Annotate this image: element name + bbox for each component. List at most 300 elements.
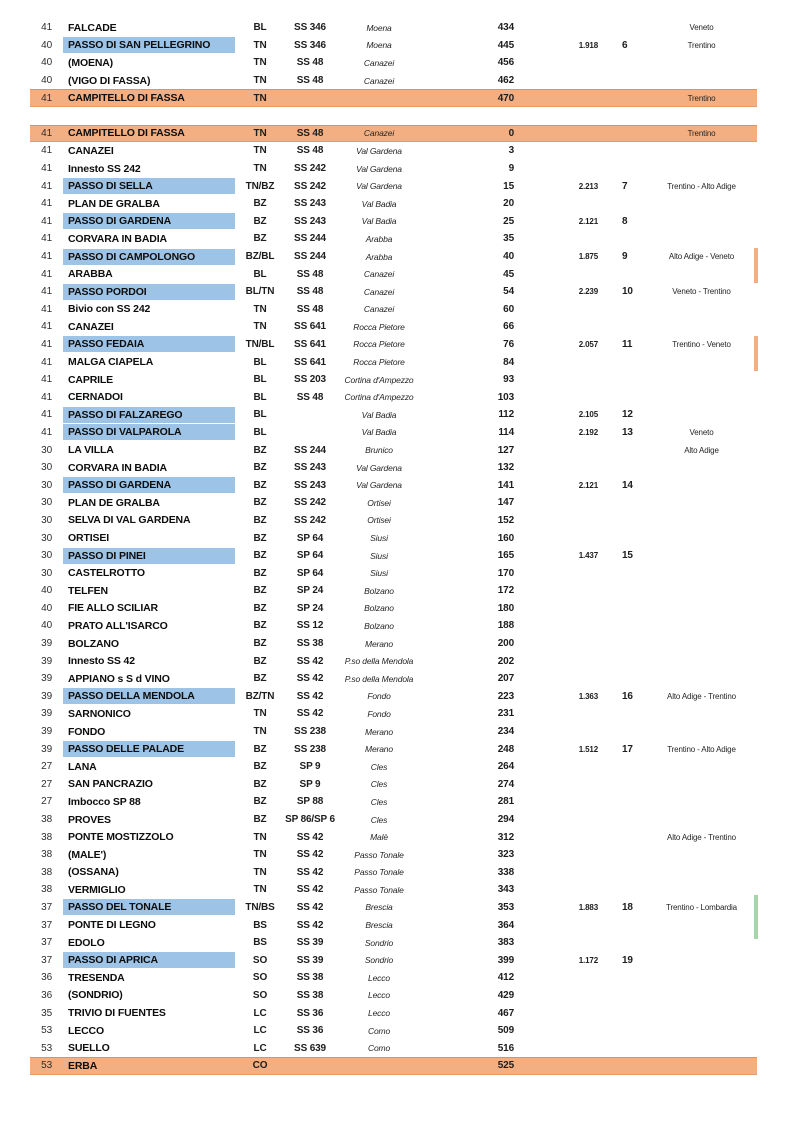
route-number: 41: [41, 409, 52, 421]
direction-town: Brescia: [365, 920, 393, 931]
table-row: [30, 564, 757, 582]
km-value: 25: [503, 215, 514, 227]
road-code: SS 39: [296, 954, 324, 966]
route-number: 30: [41, 550, 52, 562]
direction-town: Fondo: [367, 691, 391, 702]
elevation-value: 1.363: [578, 691, 598, 701]
route-number: 35: [41, 1007, 52, 1019]
location-cell: [56, 231, 240, 247]
location-name: CERNADOI: [68, 391, 123, 404]
province-code: BZ/TN: [245, 690, 275, 702]
province-code: LC: [253, 1025, 267, 1037]
table-row: [30, 934, 757, 952]
route-number: 30: [41, 532, 52, 544]
location-name: (MALE'): [68, 848, 107, 861]
location-cell: [56, 600, 240, 616]
province-code: BZ/BL: [245, 251, 275, 263]
km-value: 147: [497, 497, 514, 509]
direction-town: Canazei: [363, 286, 395, 297]
direction-town: Merano: [365, 638, 393, 649]
route-number: 38: [41, 884, 52, 896]
table-row: [30, 688, 757, 706]
location-cell: [56, 55, 240, 71]
location-name: PASSO DI GARDENA: [63, 477, 235, 493]
road-code: SS 244: [294, 233, 326, 245]
direction-town: Brescia: [365, 902, 393, 913]
province-code: BL: [253, 391, 267, 403]
km-value: 525: [497, 1060, 514, 1072]
pass-number: 12: [622, 409, 633, 421]
location-name: PASSO DI APRICA: [63, 952, 235, 968]
route-number: 27: [41, 778, 52, 790]
location-name: SAN PANCRAZIO: [68, 778, 153, 791]
province-code: BZ: [253, 462, 267, 474]
pass-number: 8: [622, 215, 628, 227]
km-value: 160: [497, 532, 514, 544]
province-code: BZ: [253, 673, 267, 685]
road-code: SS 42: [296, 919, 324, 931]
km-value: 0: [508, 127, 514, 139]
province-code: BZ: [253, 479, 267, 491]
route-number: 37: [41, 919, 52, 931]
elevation-value: 1.512: [578, 744, 598, 754]
road-code: SP 64: [296, 550, 324, 562]
location-name: CORVARA IN BADIA: [68, 232, 167, 245]
road-code: SS 346: [294, 22, 326, 34]
direction-town: P.so della Mendola: [344, 673, 414, 684]
province-code: TN: [253, 57, 267, 69]
margin-tick-orange: [754, 336, 758, 371]
direction-town: Rocca Pietore: [353, 357, 405, 368]
location-name: PASSO DI SAN PELLEGRINO: [63, 37, 235, 53]
route-number: 38: [41, 831, 52, 843]
road-code: SP 24: [296, 585, 324, 597]
km-value: 15: [503, 180, 514, 192]
table-row: [30, 652, 757, 670]
km-value: 103: [497, 391, 514, 403]
location-name: PASSO DELLA MENDOLA: [63, 688, 235, 704]
road-code: SS 12: [296, 620, 324, 632]
region-name: Veneto: [689, 427, 714, 437]
pass-number: 16: [622, 690, 633, 702]
road-code: SS 42: [296, 655, 324, 667]
route-number: 41: [41, 92, 52, 104]
province-code: BZ: [253, 655, 267, 667]
km-value: 112: [498, 409, 514, 421]
location-name: PLAN DE GRALBA: [68, 197, 160, 210]
location-name: PASSO DI PINEI: [63, 548, 235, 564]
location-cell: [56, 161, 240, 177]
km-value: 353: [497, 901, 514, 913]
direction-town: Cles: [370, 796, 388, 807]
direction-town: Como: [367, 1025, 391, 1036]
km-value: 172: [497, 585, 514, 597]
province-code: BZ: [253, 778, 267, 790]
location-cell: [56, 1023, 240, 1039]
road-code: SS 42: [296, 690, 324, 702]
province-code: TN: [253, 849, 267, 861]
table-row: [30, 406, 757, 424]
table-row: [30, 1039, 757, 1057]
direction-town: Sondrio: [364, 955, 394, 966]
location-cell: [56, 495, 240, 511]
location-name: (OSSANA): [68, 866, 119, 879]
location-cell: [56, 917, 240, 933]
route-number: 40: [41, 39, 52, 51]
direction-town: Como: [367, 1043, 391, 1054]
table-row: [30, 142, 757, 160]
elevation-value: 2.239: [578, 287, 598, 297]
location-name: (VIGO DI FASSA): [68, 74, 151, 87]
road-code: SS 36: [296, 1025, 324, 1037]
location-cell: [56, 935, 240, 951]
direction-town: Merano: [365, 726, 393, 737]
road-code: SS 641: [294, 356, 326, 368]
table-row: [30, 582, 757, 600]
road-code: SS 244: [294, 444, 326, 456]
region-name: Trentino: [687, 93, 716, 103]
table-row: [30, 670, 757, 688]
location-name: FONDO: [68, 725, 106, 738]
location-cell: [56, 336, 240, 352]
road-code: SS 48: [296, 145, 324, 157]
location-name: APPIANO s S d VINO: [68, 672, 170, 685]
location-name: SARNONICO: [68, 707, 131, 720]
route-number: 38: [41, 849, 52, 861]
location-name: PASSO DI VALPAROLA: [63, 424, 235, 440]
table-row: [30, 1057, 757, 1075]
table-row: [30, 388, 757, 406]
direction-town: Rocca Pietore: [353, 321, 405, 332]
road-code: SS 639: [294, 1042, 326, 1054]
table-row: [30, 125, 757, 143]
table-row: [30, 213, 757, 231]
direction-town: Ortisei: [367, 515, 391, 526]
direction-town: Lecco: [368, 1008, 390, 1019]
road-code: SS 42: [296, 708, 324, 720]
road-code: SS 42: [296, 673, 324, 685]
km-value: 141: [497, 479, 514, 491]
km-value: 165: [497, 550, 514, 562]
direction-town: Siusi: [370, 568, 388, 579]
direction-town: Canazei: [363, 75, 395, 86]
province-code: TN: [253, 884, 267, 896]
table-row: [30, 248, 757, 266]
direction-town: Val Gardena: [356, 181, 402, 192]
road-code: SS 42: [296, 849, 324, 861]
km-value: 66: [503, 321, 514, 333]
table-row: [30, 705, 757, 723]
location-name: EDOLO: [68, 936, 105, 949]
km-value: 234: [497, 726, 514, 738]
table-row: [30, 512, 757, 530]
direction-town: Arabba: [365, 233, 393, 244]
location-cell: [56, 583, 240, 599]
location-cell: [56, 424, 240, 440]
region-name: Veneto - Trentino: [672, 287, 731, 297]
route-number: 41: [41, 286, 52, 298]
route-number: 41: [41, 426, 52, 438]
location-cell: [56, 1040, 240, 1056]
direction-town: Arabba: [365, 251, 393, 262]
table-row: [30, 72, 757, 90]
location-cell: [56, 354, 240, 370]
province-code: BZ: [253, 567, 267, 579]
road-code: SS 48: [296, 391, 324, 403]
route-number: 39: [41, 726, 52, 738]
table-row: [30, 89, 757, 107]
location-name: CORVARA IN BADIA: [68, 461, 167, 474]
elevation-value: 1.918: [578, 40, 598, 50]
table-row: [30, 54, 757, 72]
table-row: [30, 881, 757, 899]
location-cell: [56, 372, 240, 388]
location-name: MALGA CIAPELA: [68, 356, 154, 369]
location-name: ORTISEI: [68, 532, 109, 545]
pass-number: 11: [622, 338, 633, 350]
direction-town: Val Badia: [361, 427, 397, 438]
location-name: PASSO DI GARDENA: [63, 213, 235, 229]
province-code: TN: [253, 92, 267, 104]
location-cell: [56, 213, 240, 229]
table-row: [30, 494, 757, 512]
route-number: 30: [41, 462, 52, 474]
route-number: 41: [41, 22, 52, 34]
location-cell: [56, 741, 240, 757]
location-cell: [56, 73, 240, 89]
table-row: [30, 635, 757, 653]
direction-town: Cles: [370, 779, 388, 790]
route-number: 41: [41, 321, 52, 333]
margin-tick-orange: [754, 248, 758, 283]
location-cell: [56, 460, 240, 476]
province-code: CO: [252, 1060, 268, 1072]
province-code: TN: [253, 866, 267, 878]
road-code: SS 242: [294, 514, 326, 526]
route-number: 41: [41, 268, 52, 280]
road-code: SS 243: [294, 479, 326, 491]
elevation-value: 2.121: [578, 480, 598, 490]
road-code: SP 9: [299, 761, 321, 773]
km-value: 76: [503, 338, 514, 350]
direction-town: Val Badia: [361, 198, 397, 209]
location-name: CAPRILE: [68, 373, 114, 386]
province-code: TN: [253, 708, 267, 720]
km-value: 445: [497, 39, 514, 51]
province-code: SO: [252, 989, 268, 1001]
province-code: BZ: [253, 796, 267, 808]
location-cell: [56, 970, 240, 986]
km-value: 467: [497, 1007, 514, 1019]
km-value: 364: [497, 919, 514, 931]
location-name: LA VILLA: [68, 444, 114, 457]
direction-town: Brunico: [365, 445, 393, 456]
province-code: SO: [252, 954, 268, 966]
table-row: [30, 547, 757, 565]
province-code: BZ: [253, 514, 267, 526]
province-code: BZ: [253, 532, 267, 544]
location-name: Imbocco SP 88: [68, 795, 141, 808]
route-number: 30: [41, 497, 52, 509]
location-name: PASSO PORDOI: [63, 284, 235, 300]
road-code: SS 48: [296, 268, 324, 280]
direction-town: Ortisei: [367, 497, 391, 508]
province-code: TN/BZ: [245, 180, 275, 192]
table-row: [30, 969, 757, 987]
location-name: PONTE MOSTIZZOLO: [68, 831, 174, 844]
location-name: PASSO DI CAMPOLONGO: [63, 249, 235, 265]
pass-number: 15: [622, 550, 633, 562]
direction-town: Passo Tonale: [354, 849, 404, 860]
location-name: (SONDRIO): [68, 989, 123, 1002]
km-value: 281: [497, 796, 514, 808]
road-code: SS 42: [296, 866, 324, 878]
direction-town: Sondrio: [364, 937, 394, 948]
road-code: SS 48: [296, 303, 324, 315]
table-row: [30, 177, 757, 195]
route-number: 41: [41, 127, 52, 139]
location-cell: [56, 284, 240, 300]
road-code: SS 38: [296, 989, 324, 1001]
province-code: BL: [253, 374, 267, 386]
road-code: SP 86/SP 6: [285, 814, 335, 826]
route-number: 39: [41, 638, 52, 650]
table-row: [30, 916, 757, 934]
spacer-row: [30, 107, 757, 125]
road-code: SP 9: [299, 778, 321, 790]
province-code: SO: [252, 972, 268, 984]
location-cell: [56, 794, 240, 810]
route-number: 41: [41, 391, 52, 403]
route-number: 30: [41, 567, 52, 579]
province-code: TN: [253, 75, 267, 87]
direction-town: Val Badia: [361, 216, 397, 227]
region-name: Trentino - Lombardia: [666, 902, 737, 912]
location-cell: [56, 899, 240, 915]
table-row: [30, 441, 757, 459]
location-cell: [56, 688, 240, 704]
table-row: [30, 476, 757, 494]
km-value: 223: [497, 690, 514, 702]
location-cell: [56, 759, 240, 775]
km-value: 45: [503, 268, 514, 280]
region-name: Alto Adige: [684, 445, 719, 455]
road-code: SS 48: [296, 75, 324, 87]
pass-number: 10: [622, 286, 633, 298]
location-name: FALCADE: [68, 21, 117, 34]
direction-town: Canazei: [363, 57, 395, 68]
location-cell: [56, 952, 240, 968]
table-row: [30, 1004, 757, 1022]
location-name: (MOENA): [68, 56, 114, 69]
province-code: BL: [253, 268, 267, 280]
location-name: LANA: [68, 760, 97, 773]
route-number: 38: [41, 866, 52, 878]
route-number: 30: [41, 444, 52, 456]
route-number: 39: [41, 690, 52, 702]
table-row: [30, 617, 757, 635]
road-code: SS 242: [294, 180, 326, 192]
km-value: 35: [503, 233, 514, 245]
direction-town: Canazei: [363, 304, 395, 315]
road-code: SS 48: [296, 286, 324, 298]
direction-town: Bolzano: [364, 603, 394, 614]
province-code: BZ: [253, 497, 267, 509]
route-number: 39: [41, 655, 52, 667]
km-value: 188: [497, 620, 514, 632]
km-value: 509: [497, 1025, 514, 1037]
pass-number: 9: [622, 251, 628, 263]
km-value: 462: [497, 75, 514, 87]
province-code: BZ: [253, 215, 267, 227]
direction-town: Passo Tonale: [354, 884, 404, 895]
route-number: 39: [41, 673, 52, 685]
location-cell: [56, 987, 240, 1003]
location-cell: [56, 706, 240, 722]
table-row: [30, 195, 757, 213]
location-name: Bivio con SS 242: [68, 303, 151, 316]
road-code: SS 48: [296, 127, 324, 139]
location-cell: [56, 618, 240, 634]
km-value: 180: [497, 602, 514, 614]
table-row: [30, 828, 757, 846]
route-number: 27: [41, 761, 52, 773]
km-value: 456: [497, 57, 514, 69]
table-row: [30, 160, 757, 178]
margin-tick-green: [754, 895, 758, 939]
route-number: 41: [41, 145, 52, 157]
direction-town: Canazei: [363, 269, 395, 280]
elevation-value: 2.057: [578, 339, 598, 349]
location-cell: [56, 389, 240, 405]
table-row: [30, 776, 757, 794]
location-cell: [56, 477, 240, 493]
direction-town: Bolzano: [364, 620, 394, 631]
table-row: [30, 37, 757, 55]
route-number: 41: [41, 215, 52, 227]
table-row: [30, 230, 757, 248]
direction-town: Malè: [370, 832, 388, 843]
province-code: TN: [253, 163, 267, 175]
table-row: [30, 424, 757, 442]
location-cell: [56, 864, 240, 880]
direction-town: Rocca Pietore: [353, 339, 405, 350]
road-code: SS 238: [294, 726, 326, 738]
route-number: 53: [41, 1060, 52, 1072]
province-code: BS: [253, 937, 267, 949]
location-cell: [56, 249, 240, 265]
road-code: SS 36: [296, 1007, 324, 1019]
route-number: 37: [41, 901, 52, 913]
location-cell: [56, 143, 240, 159]
province-code: BL: [253, 22, 267, 34]
location-name: CASTELROTTO: [68, 567, 145, 580]
province-code: TN: [253, 127, 267, 139]
km-value: 127: [497, 444, 514, 456]
location-name: PASSO DELLE PALADE: [63, 741, 235, 757]
route-number: 30: [41, 514, 52, 526]
location-name: PASSO DEL TONALE: [63, 899, 235, 915]
province-code: BZ: [253, 814, 267, 826]
province-code: LC: [253, 1042, 267, 1054]
direction-town: Canazei: [363, 128, 395, 139]
direction-town: Val Gardena: [356, 462, 402, 473]
route-number: 39: [41, 743, 52, 755]
table-row: [30, 951, 757, 969]
table-row: [30, 336, 757, 354]
province-code: BZ: [253, 550, 267, 562]
km-value: 312: [497, 831, 514, 843]
